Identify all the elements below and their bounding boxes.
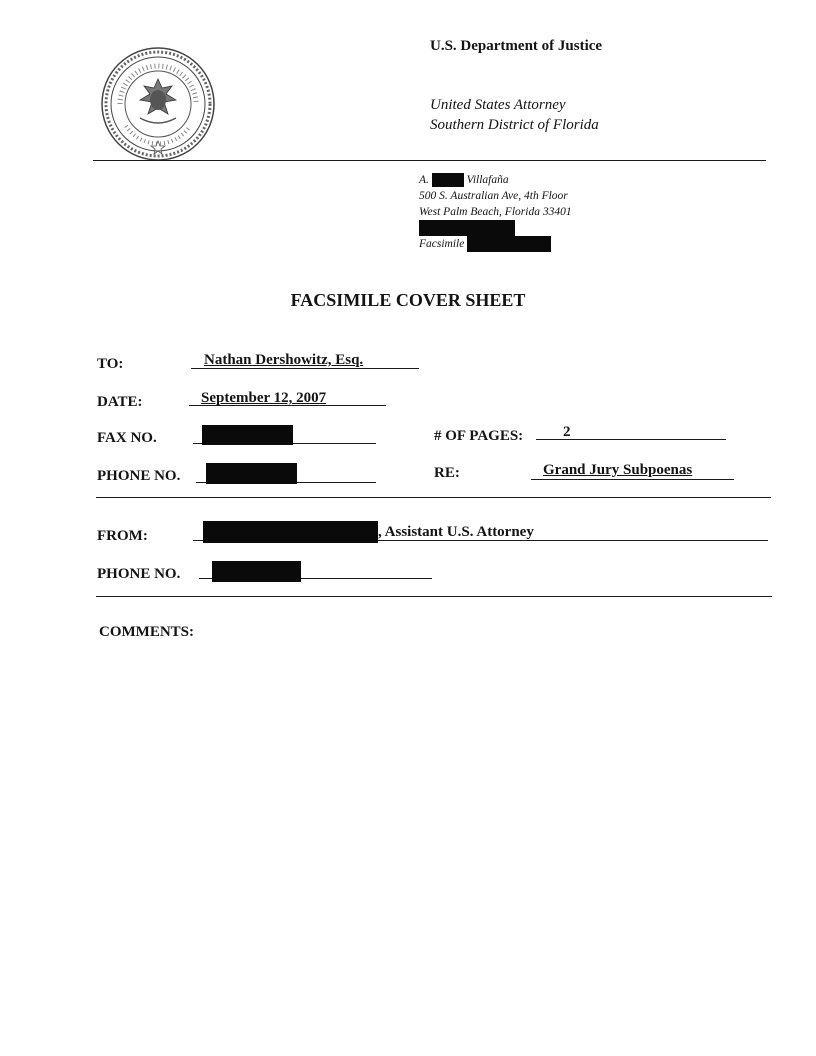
redaction-box [432, 173, 464, 187]
office-name [430, 95, 599, 135]
to-label: TO: [97, 356, 124, 372]
sender-name-line [419, 172, 572, 188]
pages-label: # OF PAGES: [434, 428, 524, 444]
from-title: , Assistant U.S. Attorney [378, 524, 534, 540]
seal-emblem-icon [100, 46, 216, 162]
name-suffix: Villafaña [466, 174, 509, 186]
document-title: FACSIMILE COVER SHEET [290, 290, 526, 310]
footer-divider [96, 596, 772, 597]
city-address: West Palm Beach, Florida 33401 [419, 206, 572, 218]
facsimile-line [419, 236, 572, 252]
to-value: Nathan Dershowitz, Esq. [204, 352, 364, 368]
office-line-2: Southern District of Florida [430, 117, 599, 133]
department-title: U.S. Department of Justice [430, 38, 603, 54]
address-block [419, 172, 572, 252]
fax-label: FAX NO. [97, 430, 157, 446]
re-value: Grand Jury Subpoenas [543, 462, 693, 478]
redaction-box [212, 561, 301, 582]
street-address: 500 S. Australian Ave, 4th Floor [419, 190, 568, 202]
redaction-box [203, 521, 378, 543]
section-divider [96, 497, 771, 498]
header-divider [93, 160, 766, 161]
facsimile-label: Facsimile [419, 238, 465, 250]
name-prefix: A. [419, 174, 429, 186]
from-label: FROM: [97, 528, 148, 544]
re-label: RE: [434, 465, 460, 481]
comments-label: COMMENTS: [99, 624, 194, 640]
from-phone-label: PHONE NO. [97, 566, 181, 582]
office-line-1: United States Attorney [430, 97, 566, 113]
doj-seal [100, 46, 216, 162]
redaction-box [206, 463, 297, 484]
redacted-phone-line [419, 220, 572, 236]
redaction-box [467, 236, 551, 252]
phone-label: PHONE NO. [97, 468, 181, 484]
redaction-box [202, 425, 293, 445]
date-value: September 12, 2007 [201, 390, 327, 406]
pages-value: 2 [563, 424, 571, 440]
date-label: DATE: [97, 394, 143, 410]
redaction-box [419, 220, 515, 236]
